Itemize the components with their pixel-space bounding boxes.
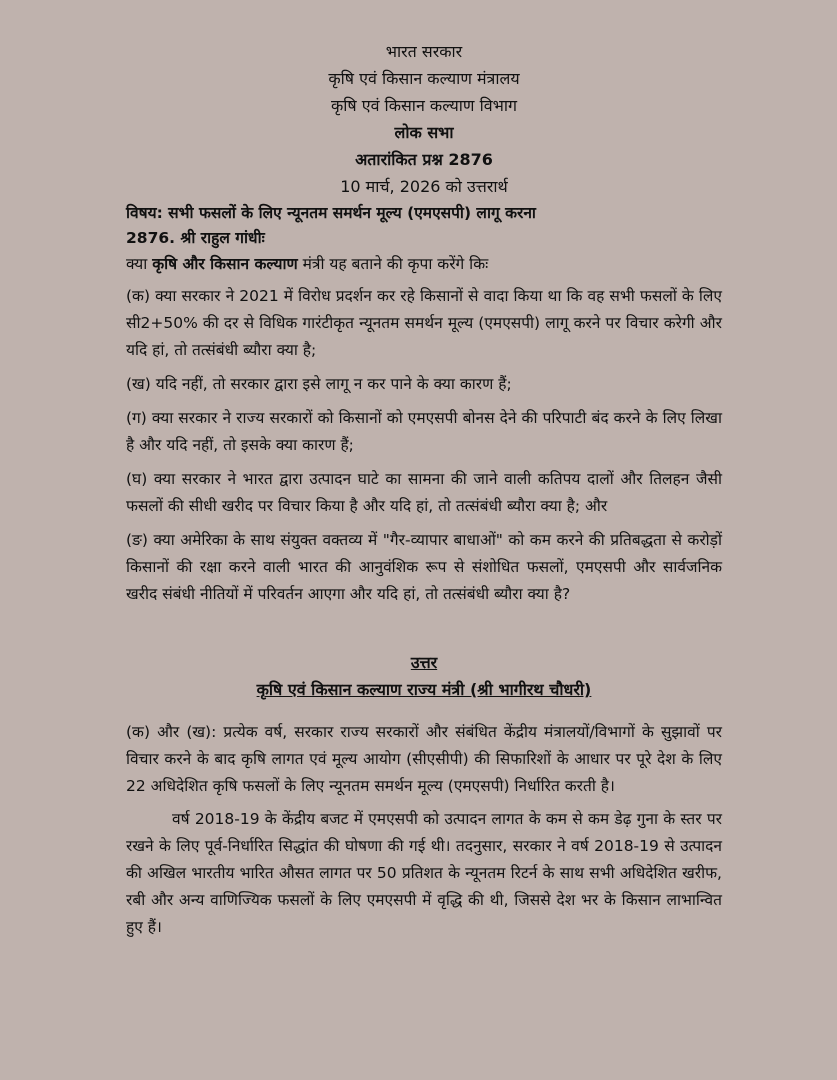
- answer-minister: कृषि एवं किसान कल्याण राज्य मंत्री (श्री भागीरथ चौधरी): [256, 680, 592, 699]
- answer-paragraph-1: (क) और (ख): प्रत्येक वर्ष, सरकार राज्य सरकारों और संबंधित केंद्रीय मंत्रालयों/विभागों के सुझावों पर विचार करने के बाद कृषि लागत एवं मूल्य आयोग (सीएसीपी) की सिफारिशों के आधार पर पूरे देश के लिए 22 अधिदेशित कृषि फसलों के लिए न्यूनतम समर्थन मूल्य (एमएसपी) निर्धारित करती है।: [126, 723, 722, 795]
- intro-ministry: कृषि और किसान कल्याण: [152, 255, 298, 273]
- house-line: लोक सभा: [394, 123, 454, 142]
- question-kha: (ख) यदि नहीं, तो सरकार द्वारा इसे लागू न कर पाने के क्या कारण हैं;: [126, 375, 512, 393]
- section-spacer: [126, 615, 722, 649]
- question-number: अतारांकित प्रश्न 2876: [355, 150, 493, 169]
- ministry-line: कृषि एवं किसान कल्याण मंत्रालय: [328, 69, 520, 88]
- answer-heading: उत्तर: [410, 653, 438, 672]
- question-intro: [126, 251, 722, 277]
- department-line: कृषि एवं किसान कल्याण विभाग: [330, 96, 518, 115]
- intro-suffix: मंत्री यह बताने की कृपा करेंगे किः: [297, 255, 489, 273]
- subject-line: विषय: सभी फसलों के लिए न्यूनतम समर्थन मूल्य (एमएसपी) लागू करना: [126, 204, 536, 222]
- answer-paragraph-2: वर्ष 2018-19 के केंद्रीय बजट में एमएसपी को उत्पादन लागत के कम से कम डेढ़ गुना के स्तर पर रखने के लिए पूर्व-निर्धारित सिद्धांत की घोषणा की गई थी। तदनुसार, सरकार ने वर्ष 2018-19 से उत्पादन की अखिल भारतीय भारित औसत लागत पर 50 प्रतिशत के न्यूनतम रिटर्न के साथ सभी अधिदेशित खरीफ, रबी और अन्य वाणिज्यिक फसलों के लिए एमएसपी में वृद्धि की थी, जिससे देश भर के किसान लाभान्वित हुए हैं।: [126, 810, 722, 936]
- question-ka: (क) क्या सरकार ने 2021 में विरोध प्रदर्शन कर रहे किसानों से वादा किया था कि वह सभी फसलों के लिए सी2+50% की दर से विधिक गारंटीकृत न्यूनतम समर्थन मूल्य (एमएसपी) लागू करने पर विचार करेगी और यदि हां, तो तत्संबंधी ब्यौरा क्या है;: [126, 287, 722, 359]
- govt-line: भारत सरकार: [385, 42, 463, 61]
- intro-prefix: क्या: [126, 255, 153, 273]
- answer-date: 10 मार्च, 2026 को उत्तरार्थ: [340, 177, 508, 196]
- question-nga: (ङ) क्या अमेरिका के साथ संयुक्त वक्तव्य में "गैर-व्यापार बाधाओं" को कम करने की प्रतिबद्धता से करोड़ों किसानों की रक्षा करने वाली भारत की आनुवंशिक रूप से संशोधित फसलों, एमएसपी और सार्वजनिक खरीद संबंधी नीतियों में परिवर्तन आएगा और यदि हां, तो तत्संबंधी ब्यौरा क्या है?: [126, 531, 722, 603]
- member-name: 2876. श्री राहुल गांधीः: [126, 229, 265, 247]
- question-ga: (ग) क्या सरकार ने राज्य सरकारों को किसानों को एमएसपी बोनस देने की परिपाटी बंद करने के लिए लिखा है और यदि नहीं, तो इसके क्या कारण हैं;: [126, 409, 722, 454]
- question-gha: (घ) क्या सरकार ने भारत द्वारा उत्पादन घाटे का सामना की जाने वाली कतिपय दालों और तिलहन जैसी फसलों की सीधी खरीद पर विचार किया है और यदि हां, तो तत्संबंधी ब्यौरा क्या है; और: [126, 470, 722, 515]
